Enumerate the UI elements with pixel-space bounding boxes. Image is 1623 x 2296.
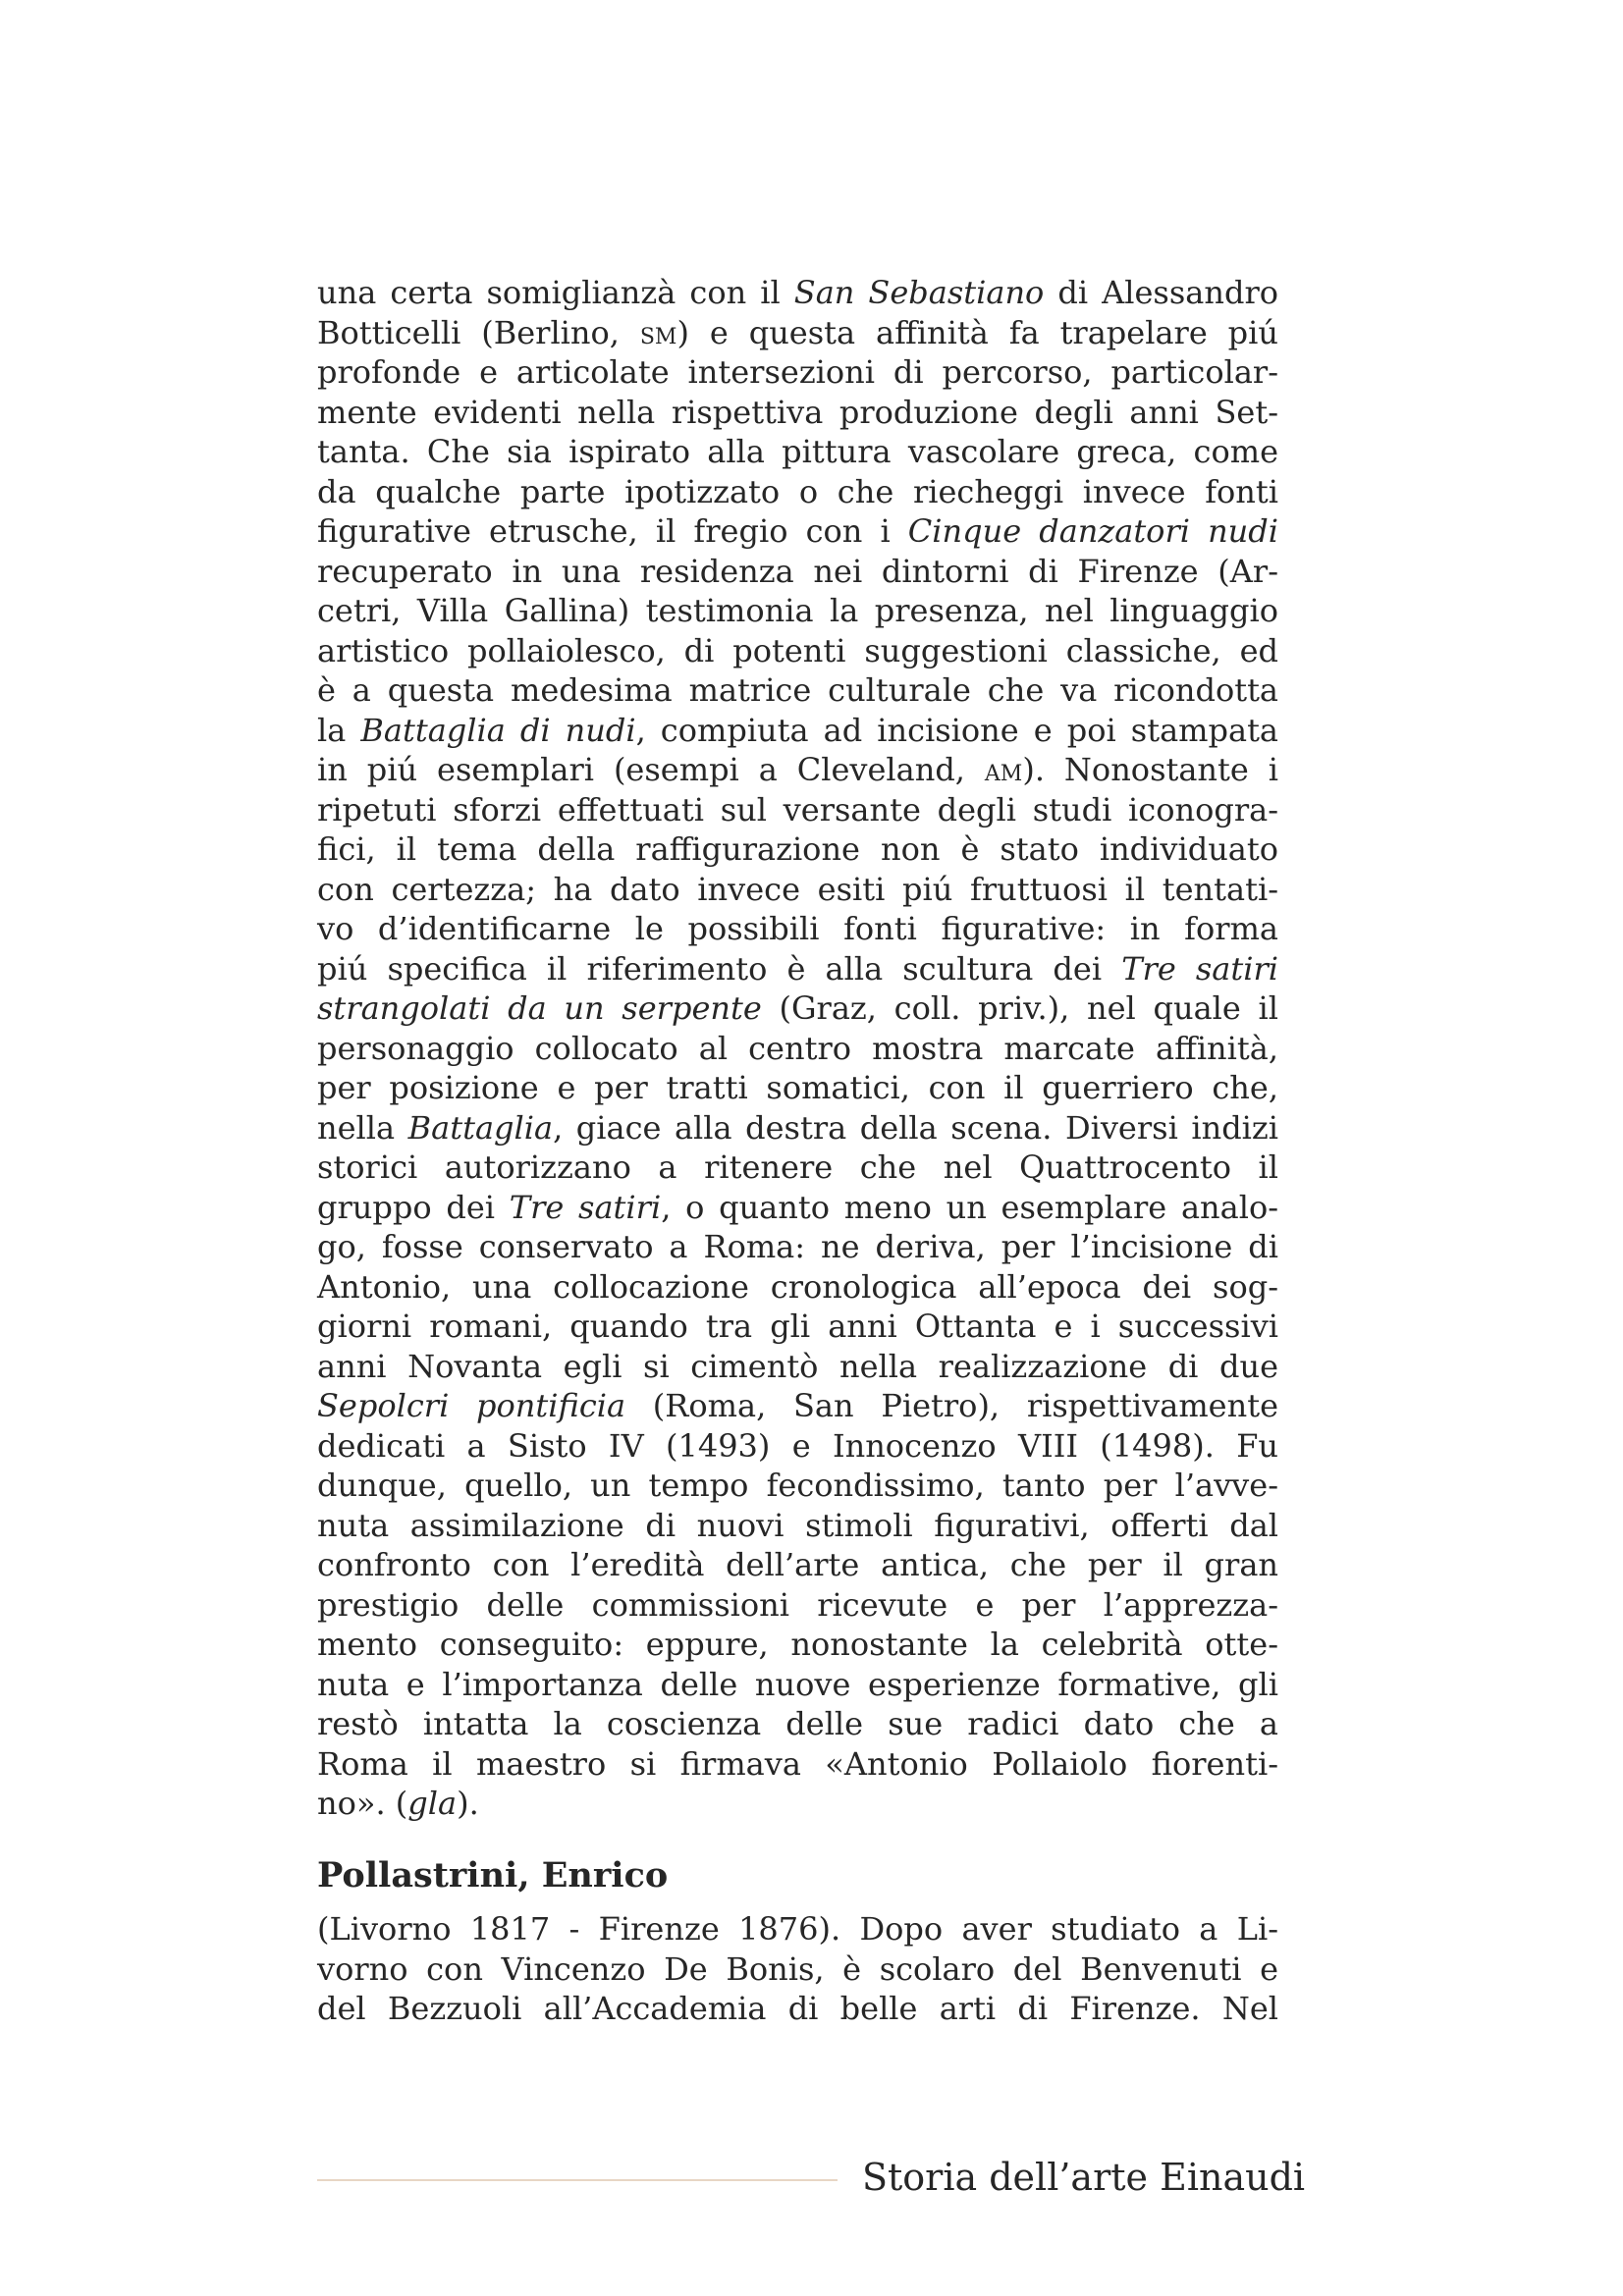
text-line <box>317 1426 1278 1467</box>
text-run: no». ( <box>317 1785 408 1822</box>
text-line <box>317 1029 1278 1069</box>
text-run: da qualche parte ipotizzato o che riecheggi invece fonti <box>317 472 1278 510</box>
footer-rule <box>317 2179 838 2181</box>
text-run: piú specifica il riferimento è alla scultura dei <box>317 949 1122 988</box>
italic-text: Sepolcri pontificia <box>317 1387 626 1424</box>
text-run: go, fosse conservato a Roma: ne deriva, per l’incisione di <box>317 1228 1278 1265</box>
text-line <box>317 1068 1278 1108</box>
text-run: confronto con l’eredità dell’arte antica, che per il gran <box>317 1546 1278 1583</box>
text-line <box>317 1506 1278 1546</box>
text-line <box>317 631 1278 671</box>
text-line <box>317 1665 1278 1705</box>
entry-text <box>317 1909 1278 2029</box>
text-line <box>317 988 1278 1029</box>
text-line <box>317 1267 1278 1308</box>
italic-text: Battaglia <box>407 1108 554 1147</box>
text-run: tanta. Che sia ispirato alla pittura vascolare greca, come <box>317 433 1278 470</box>
footer-label: Storia dell’arte Einaudi <box>862 2156 1306 2199</box>
text-line <box>317 1108 1278 1148</box>
text-run: Botticelli (Berlino, <box>317 313 640 351</box>
text-run: anni Novanta egli si cimentò nella realizzazione di due <box>317 1347 1278 1385</box>
text-run: dunque, quello, un tempo fecondissimo, tanto per l’avve- <box>317 1467 1278 1504</box>
text-line <box>317 1625 1278 1665</box>
text-run: figurative etrusche, il fregio con i <box>317 512 908 550</box>
text-run: cetri, Villa Gallina) testimonia la presenza, nel linguaggio <box>317 592 1278 629</box>
text-line <box>317 393 1278 433</box>
text-run: Antonio, una collocazione cronologica all’epoca dei sog- <box>317 1267 1278 1306</box>
text-line <box>317 273 1278 313</box>
text-line <box>317 711 1278 751</box>
small-caps-text: sm <box>639 313 677 351</box>
text-run: storici autorizzano a ritenere che nel Quattrocento il <box>317 1148 1278 1186</box>
text-run: recuperato in una residenza nei dintorni di Firenze (Ar- <box>317 552 1278 590</box>
italic-text: gla <box>407 1785 458 1822</box>
text-run: la <box>317 711 361 749</box>
text-run: vo d’identificarne le possibili fonti figurative: in forma <box>317 910 1278 947</box>
text-line <box>317 750 1278 790</box>
text-line <box>317 552 1278 592</box>
text-line <box>317 1585 1278 1626</box>
text-line <box>317 352 1278 393</box>
text-line <box>317 670 1278 711</box>
text-run: mente evidenti nella rispettiva produzione degli anni Set- <box>317 393 1278 431</box>
italic-text: strangolati da un serpente <box>317 989 762 1027</box>
text-line <box>317 1188 1278 1228</box>
text-run: nuta assimilazione di nuovi stimoli figurativi, offerti dal <box>317 1506 1278 1544</box>
text-run: gruppo dei <box>317 1188 510 1226</box>
italic-text: Battaglia di nudi <box>360 711 636 749</box>
text-line <box>317 1909 1278 1949</box>
text-run: con certezza; ha dato invece esiti piú fruttuosi il tentati- <box>317 870 1278 908</box>
text-line <box>317 1545 1278 1585</box>
text-line <box>317 591 1278 631</box>
italic-text: Cinque danzatori nudi <box>907 512 1278 550</box>
body-text <box>317 273 1278 1824</box>
text-run: ). Nonostante i <box>1022 751 1279 788</box>
text-line <box>317 432 1278 472</box>
italic-text: San Sebastiano <box>793 274 1045 311</box>
text-line <box>317 1386 1278 1426</box>
text-line <box>317 870 1278 910</box>
text-line <box>317 1989 1278 2029</box>
text-line <box>317 829 1278 870</box>
text-run: una certa somiglianzà con il <box>317 274 794 311</box>
text-line <box>317 511 1278 552</box>
text-run: ) e questa affinità fa trapelare piú <box>676 313 1278 351</box>
text-line <box>317 313 1278 353</box>
text-line <box>317 1704 1278 1744</box>
text-run: (Graz, coll. priv.), nel quale il <box>761 989 1279 1027</box>
text-line <box>317 909 1278 949</box>
text-run: (Livorno 1817 - Firenze 1876). Dopo aver studiato a Li- <box>317 1910 1278 1948</box>
text-line <box>317 1949 1278 1990</box>
text-run: prestigio delle commissioni ricevute e per l’apprezza- <box>317 1585 1278 1624</box>
text-line <box>317 790 1278 830</box>
text-run: ripetuti sforzi effettuati sul versante degli studi iconogra- <box>317 790 1278 828</box>
text-line <box>317 1466 1278 1506</box>
text-run: mento conseguito: eppure, nonostante la celebrità otte- <box>317 1626 1278 1663</box>
italic-text: Tre satiri <box>509 1188 662 1226</box>
text-run: di Alessandro <box>1044 274 1279 311</box>
text-line <box>317 1744 1278 1785</box>
text-run: giorni romani, quando tra gli anni Ottanta e i successivi <box>317 1308 1278 1345</box>
text-line <box>317 1227 1278 1267</box>
text-run: , compiuta ad incisione e poi stampata <box>635 711 1279 749</box>
text-run: (Roma, San Pietro), rispettivamente <box>625 1387 1278 1424</box>
text-run: restò intatta la coscienza delle sue radici dato che a <box>317 1705 1278 1742</box>
text-run: per posizione e per tratti somatici, con il guerriero che, <box>317 1069 1278 1106</box>
text-run: è a questa medesima matrice culturale che va ricondotta <box>317 671 1278 709</box>
text-run: artistico pollaiolesco, di potenti suggestioni classiche, ed <box>317 631 1278 669</box>
text-line <box>317 949 1278 989</box>
text-run: fici, il tema della raffigurazione non è stato individuato <box>317 830 1278 868</box>
text-line <box>317 1307 1278 1347</box>
text-line <box>317 472 1278 512</box>
text-run: in piú esemplari (esempi a Cleveland, <box>317 751 985 788</box>
italic-text: Tre satiri <box>1121 949 1279 988</box>
text-run: vorno con Vincenzo De Bonis, è scolaro del Benvenuti e <box>317 1949 1278 1988</box>
text-run: dedicati a Sisto IV (1493) e Innocenzo VIII (1498). Fu <box>317 1426 1278 1465</box>
entry-heading: Pollastrini, Enrico <box>317 1855 669 1896</box>
text-line <box>317 1347 1278 1387</box>
text-run: profonde e articolate intersezioni di percorso, particolar- <box>317 353 1278 391</box>
text-line <box>317 1784 1278 1824</box>
text-line <box>317 1148 1278 1188</box>
text-run: nuta e l’importanza delle nuove esperienze formative, gli <box>317 1665 1278 1703</box>
text-run: ). <box>457 1785 479 1822</box>
text-run: del Bezzuoli all’Accademia di belle arti di Firenze. Nel <box>317 1990 1278 2027</box>
text-run: personaggio collocato al centro mostra marcate affinità, <box>317 1029 1278 1067</box>
text-run: nella <box>317 1108 408 1147</box>
text-run: , giace alla destra della scena. Diversi indizi <box>553 1108 1279 1147</box>
small-caps-text: am <box>984 751 1023 788</box>
text-run: Roma il maestro si firmava «Antonio Pollaiolo fiorenti- <box>317 1744 1278 1783</box>
text-run: , o quanto meno un esemplare analo- <box>661 1188 1279 1226</box>
